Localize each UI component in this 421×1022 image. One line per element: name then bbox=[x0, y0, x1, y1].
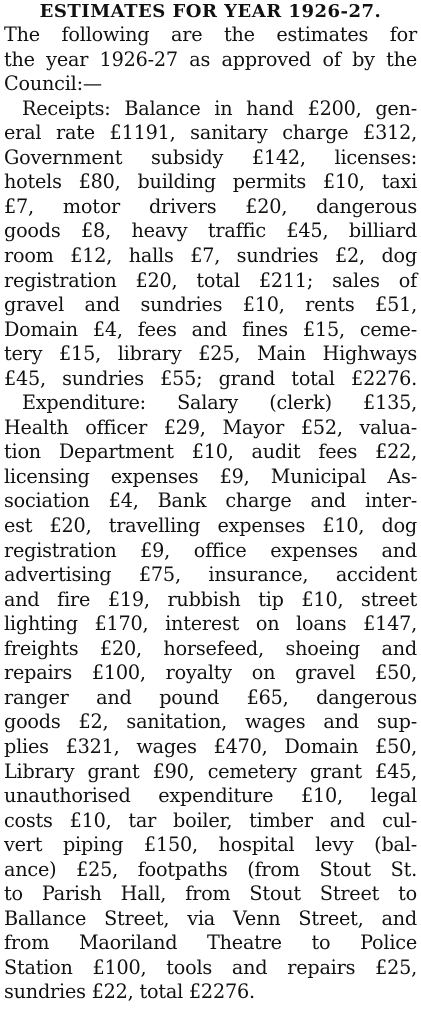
article-line: ranger and pound £65, dangerous bbox=[4, 685, 417, 709]
article-line: tery £15, library £25, Main Highways bbox=[4, 342, 417, 366]
article-line: to Parish Hall, from Stout Street to bbox=[4, 882, 417, 906]
article-line: goods £8, heavy traffic £45, billiard bbox=[4, 219, 417, 243]
article-line: Station £100, tools and repairs £25, bbox=[4, 955, 417, 979]
article-line: hotels £80, building permits £10, taxi bbox=[4, 170, 417, 194]
article-line: eral rate £1191, sanitary charge £312, bbox=[4, 121, 417, 145]
article-line: room £12, halls £7, sundries £2, dog bbox=[4, 243, 417, 267]
article-line: £45, sundries £55; grand total £2276. bbox=[4, 366, 417, 390]
article-line: Ballance Street, via Venn Street, and bbox=[4, 906, 417, 930]
article-line: lighting £170, interest on loans £147, bbox=[4, 612, 417, 636]
article-line: from Maoriland Theatre to Police bbox=[4, 931, 417, 955]
article-line: plies £321, wages £470, Domain £50, bbox=[4, 734, 417, 758]
article-line: Expenditure: Salary (clerk) £135, bbox=[22, 391, 417, 415]
article-line: Council:— bbox=[4, 72, 102, 96]
article-line: licensing expenses £9, Municipal As- bbox=[4, 464, 417, 488]
article-line: the year 1926-27 as approved of by the bbox=[4, 47, 417, 71]
article-line: Receipts: Balance in hand £200, gen- bbox=[22, 96, 417, 120]
article-line: registration £9, office expenses and bbox=[4, 538, 417, 562]
article-line: Library grant £90, cemetery grant £45, bbox=[4, 759, 417, 783]
article-line: £7, motor drivers £20, dangerous bbox=[4, 194, 417, 218]
article-line: repairs £100, royalty on gravel £50, bbox=[4, 661, 417, 685]
article-line: vert piping £150, hospital levy (bal- bbox=[4, 833, 417, 857]
article-line: est £20, travelling expenses £10, dog bbox=[4, 514, 417, 537]
article-line: Domain £4, fees and fines £15, ceme- bbox=[4, 317, 417, 341]
article-line: gravel and sundries £10, rents £51, bbox=[4, 293, 417, 317]
article-line: ance) £25, footpaths (from Stout St. bbox=[4, 857, 417, 881]
article-line: costs £10, tar boiler, timber and cul- bbox=[4, 808, 417, 832]
article-line: The following are the estimates for bbox=[4, 23, 417, 46]
article-line: sundries £22, total £2276. bbox=[4, 980, 255, 1004]
article-line: sociation £4, Bank charge and inter- bbox=[4, 489, 417, 513]
article-line: unauthorised expenditure £10, legal bbox=[4, 784, 417, 808]
article-line: Government subsidy £142, licenses: bbox=[4, 145, 417, 169]
article-line: goods £2, sanitation, wages and sup- bbox=[4, 710, 417, 734]
article-line: advertising £75, insurance, accident bbox=[4, 563, 417, 587]
article-line: registration £20, total £211; sales of bbox=[4, 268, 417, 292]
article-line: Health officer £29, Mayor £52, valua- bbox=[4, 415, 417, 439]
article-line: and fire £19, rubbish tip £10, street bbox=[4, 587, 417, 611]
article-line: freights £20, horsefeed, shoeing and bbox=[4, 636, 417, 660]
headline: ESTIMATES FOR YEAR 1926-27. bbox=[39, 1, 382, 22]
article-line: tion Department £10, audit fees £22, bbox=[4, 440, 417, 464]
